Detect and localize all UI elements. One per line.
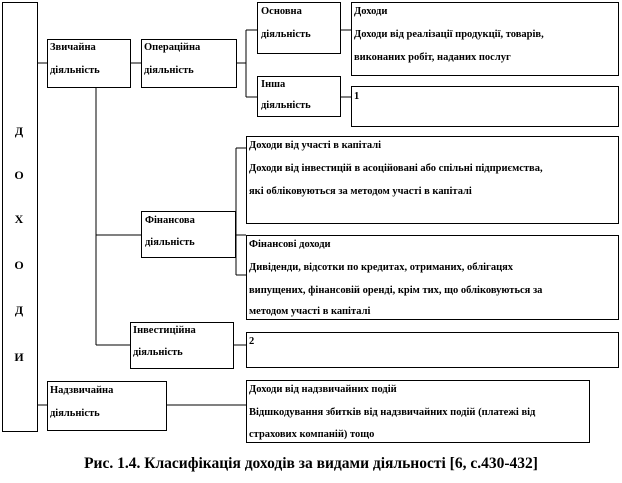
main-activity-label: діяльність: [261, 29, 311, 40]
other-activity-label: Інша: [261, 79, 286, 90]
extraordinary-income-text: Відшкодування збитків від надзвичайних подій (платежі від: [249, 407, 536, 418]
investment-income-box: [246, 332, 619, 368]
other-income-box: [351, 86, 619, 127]
investment-activity-label: Інвестиційна: [133, 325, 196, 336]
financial-income-text: випущених, фінансовій оренді, крім тих, що обліковуються за: [249, 285, 543, 296]
financial-activity-label: Фінансова: [145, 215, 195, 226]
figure-caption: Рис. 1.4. Класифікація доходів за видами діяльності [6, с.430-432]: [84, 455, 538, 472]
root-letter: И: [14, 350, 24, 364]
root-letter: Д: [14, 124, 24, 138]
root-letter: О: [14, 258, 24, 272]
ordinary-activity-label: Звичайна: [50, 42, 96, 53]
main-activity-label: Основна: [261, 6, 302, 17]
investment-activity-label: діяльність: [133, 347, 183, 358]
other-activity-label: діяльність: [261, 100, 311, 111]
financial-income-text: Дивіденди, відсотки по кредитах, отриманих, облігацях: [249, 262, 514, 273]
main-income-text: виконаних робіт, наданих послуг: [354, 52, 511, 63]
financial-activity-label: діяльність: [145, 237, 195, 248]
root-letter: О: [14, 168, 24, 182]
main-income-text: Доходи від реалізації продукції, товарів,: [354, 29, 544, 40]
root-letter: Х: [14, 212, 24, 226]
extraordinary-income-text: страхових компаній) тощо: [249, 429, 375, 440]
main-income-title: Доходи: [354, 6, 388, 17]
capital-income-title: Доходи від участі в капіталі: [249, 140, 382, 151]
operating-activity-label: діяльність: [144, 65, 194, 76]
financial-income-title: Фінансові доходи: [249, 239, 331, 250]
investment-income-value: 2: [249, 336, 255, 347]
ordinary-activity-label: діяльність: [50, 65, 100, 76]
financial-income-text: методом участі в капіталі: [249, 306, 371, 317]
root-letter: Д: [14, 303, 24, 317]
capital-income-text: Доходи від інвестицій в асоційовані або спільні підприємства,: [249, 163, 543, 174]
operating-activity-label: Операційна: [144, 42, 201, 53]
extraordinary-income-title: Доходи від надзвичайних подій: [249, 384, 397, 395]
extraordinary-activity-label: діяльність: [50, 408, 100, 419]
extraordinary-activity-label: Надзвичайна: [50, 385, 114, 396]
capital-income-text: які обліковуються за методом участі в капіталі: [249, 186, 472, 197]
other-income-value: 1: [354, 91, 360, 102]
